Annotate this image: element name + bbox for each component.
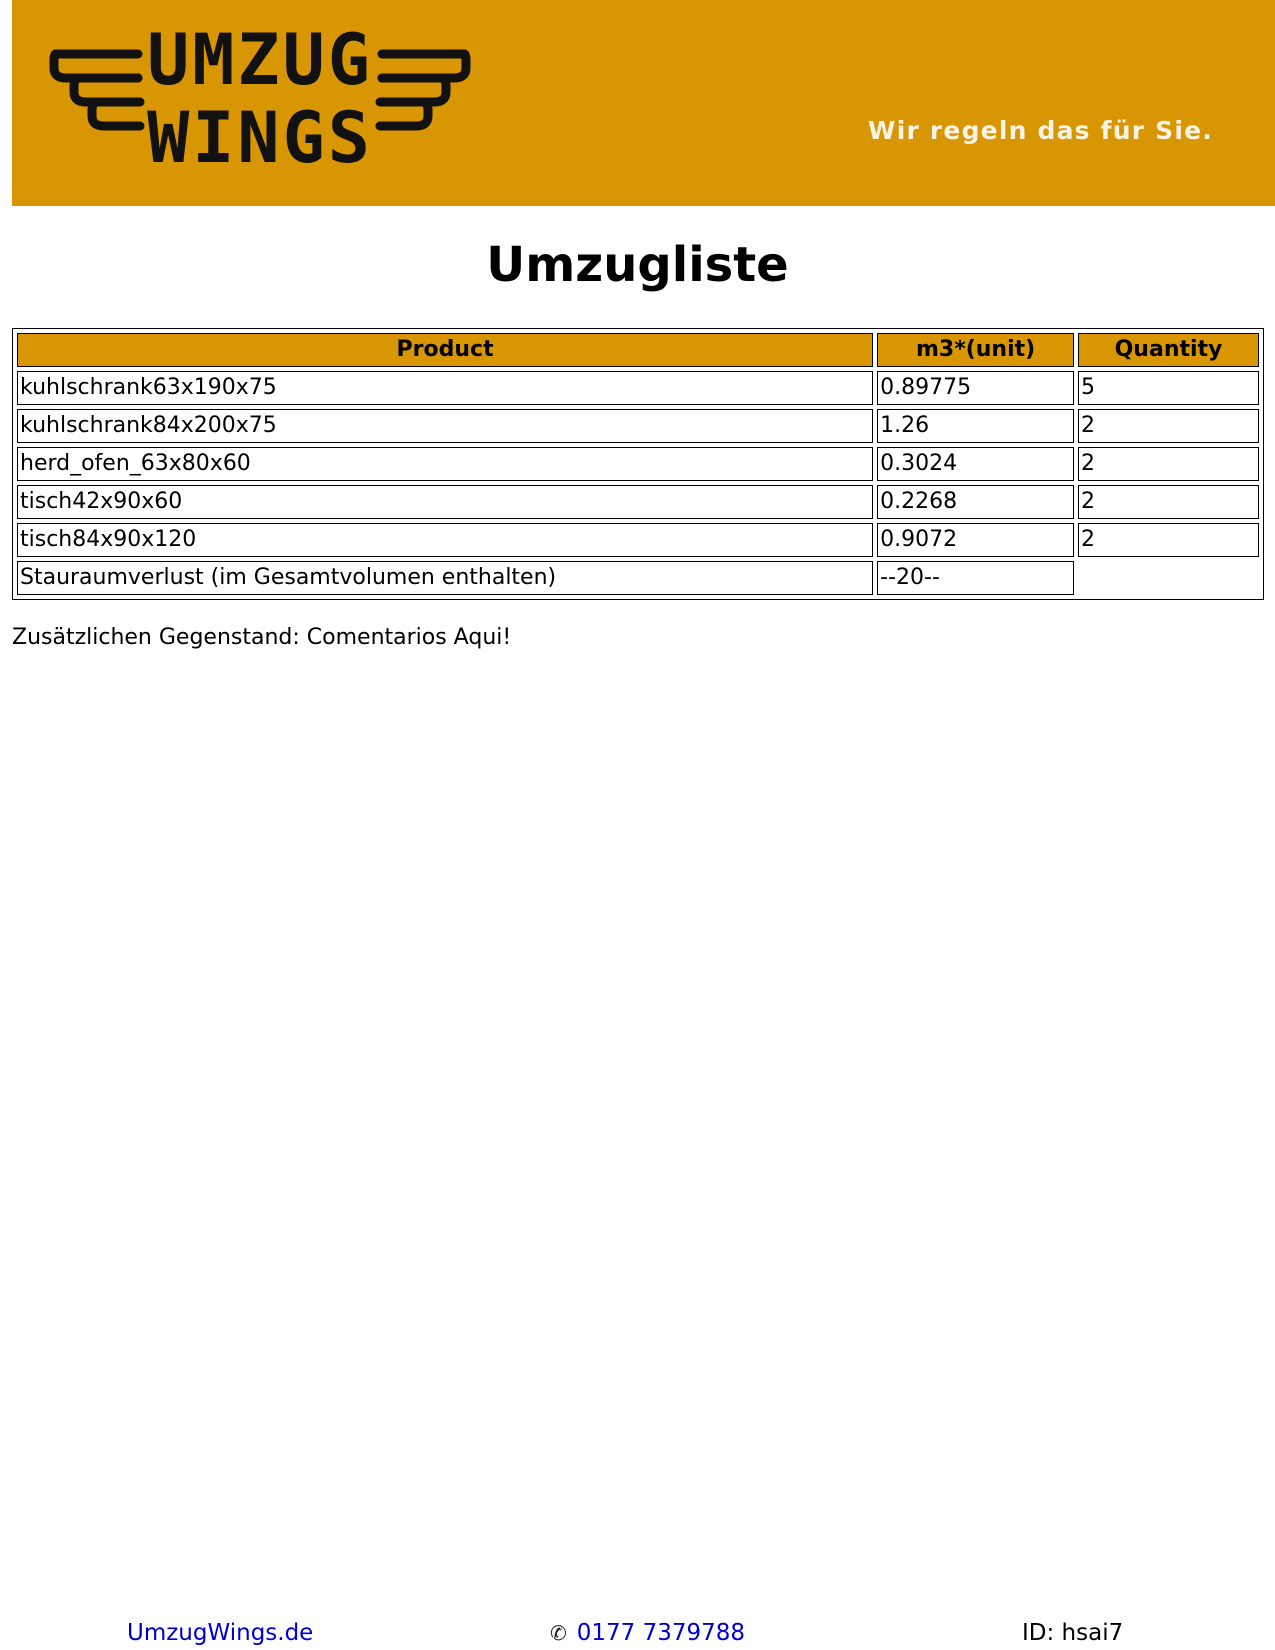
logo-line-1: UMZUG (147, 22, 373, 101)
table-row (17, 485, 1259, 519)
additional-item-comment: Zusätzlichen Gegenstand: Comentarios Aqui! (12, 625, 512, 650)
cell-quantity: 2 (1078, 409, 1259, 443)
footer (0, 1619, 1275, 1649)
website-link[interactable]: UmzugWings.de (127, 1620, 314, 1646)
moving-list-table (12, 328, 1264, 600)
table-row (17, 409, 1259, 443)
cell-volume: 0.2268 (877, 485, 1074, 519)
company-logo (40, 22, 500, 182)
table-header-row (17, 333, 1259, 367)
storage-loss-row (17, 561, 1259, 595)
cell-volume: 0.89775 (877, 371, 1074, 405)
moving-list-table-container (12, 328, 1264, 600)
column-header-quantity: Quantity (1078, 333, 1259, 367)
cell-volume: 0.3024 (877, 447, 1074, 481)
logo-line-2: WINGS (147, 97, 373, 179)
cell-product: tisch42x90x60 (17, 485, 873, 519)
table-row (17, 447, 1259, 481)
cell-product: herd_ofen_63x80x60 (17, 447, 873, 481)
storage-loss-label: Stauraumverlust (im Gesamtvolumen enthalten) (17, 561, 873, 595)
storage-loss-empty-cell (1078, 561, 1259, 595)
cell-volume: 1.26 (877, 409, 1074, 443)
cell-quantity: 2 (1078, 447, 1259, 481)
cell-product: kuhlschrank84x200x75 (17, 409, 873, 443)
cell-quantity: 2 (1078, 523, 1259, 557)
phone-link[interactable]: 0177 7379788 (576, 1620, 746, 1646)
table-row (17, 523, 1259, 557)
cell-volume: 0.9072 (877, 523, 1074, 557)
cell-quantity: 5 (1078, 371, 1259, 405)
header-banner (12, 0, 1275, 206)
phone-icon: ✆ (550, 1621, 567, 1645)
cell-product: tisch84x90x120 (17, 523, 873, 557)
page-title: Umzugliste (486, 237, 789, 293)
table-row (17, 371, 1259, 405)
tagline: Wir regeln das für Sie. (867, 116, 1213, 145)
cell-product: kuhlschrank63x190x75 (17, 371, 873, 405)
column-header-product: Product (17, 333, 873, 367)
column-header-volume: m3*(unit) (877, 333, 1074, 367)
document-id: ID: hsai7 (1022, 1620, 1124, 1646)
cell-quantity: 2 (1078, 485, 1259, 519)
phone-contact (550, 1619, 745, 1647)
storage-loss-value: --20-- (877, 561, 1074, 595)
winged-logo-icon (40, 22, 500, 182)
